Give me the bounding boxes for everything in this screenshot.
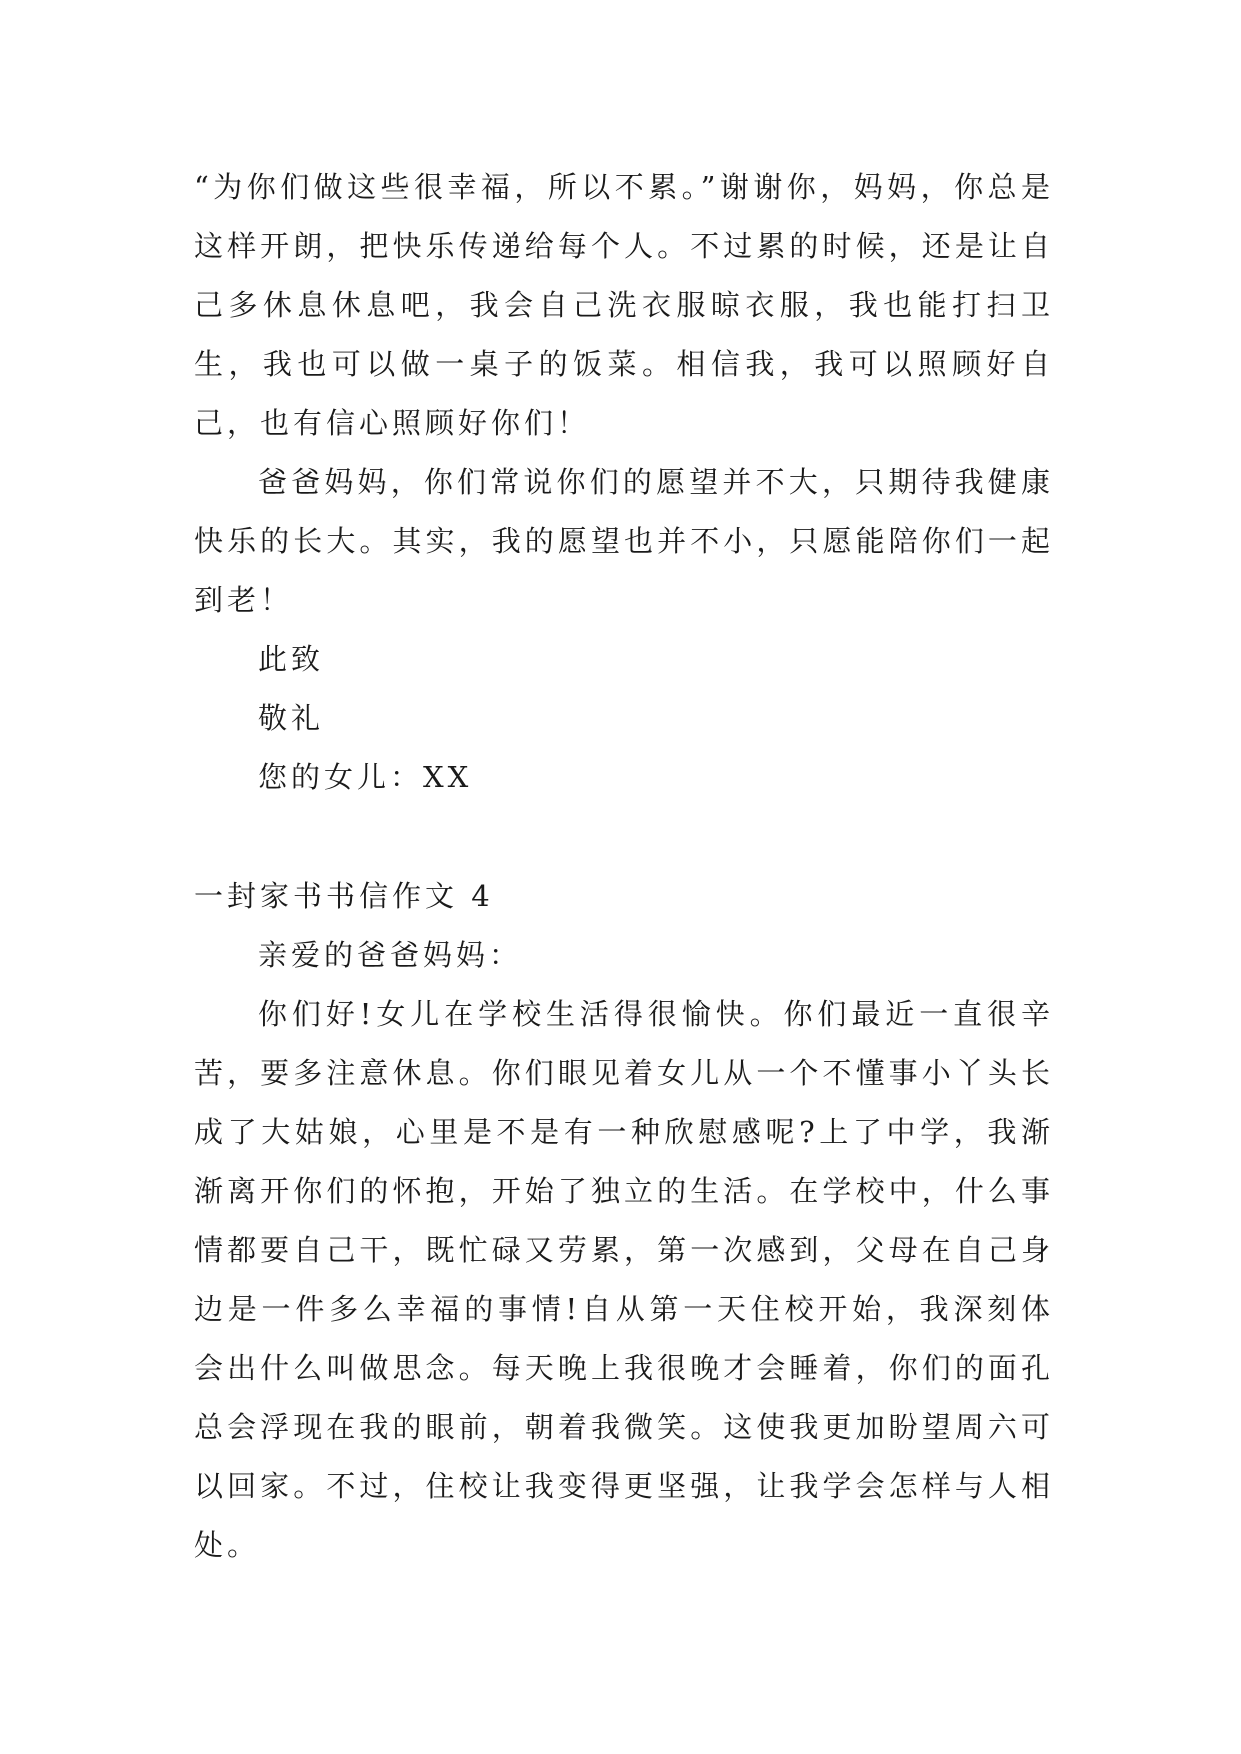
paragraph-wish: 爸爸妈妈，你们常说你们的愿望并不大，只期待我健康快乐的长大。其实，我的愿望也并不小，只愿能陪你们一起到老！ [194,465,1054,617]
signature: 您的女儿：XX [258,760,473,794]
section-title: 一封家书书信作文 4 [194,879,494,913]
salutation-cizhi: 此致 [258,642,325,676]
closing-letter-block [194,453,1054,807]
paragraph-continuation: “为你们做这些很幸福，所以不累。”谢谢你，妈妈，你总是这样开朗，把快乐传递给每个人。不过累的时候，还是让自己多休息休息吧，我会自己洗衣服晾衣服，我也能打扫卫生，我也可以做一桌子的饭菜。相信我，我可以照顾好自己，也有信心照顾好你们！ [194,170,1054,440]
continuation-block [194,158,1054,453]
salutation-jingli: 敬礼 [258,701,325,735]
letter-body: 你们好!女儿在学校生活得很愉快。你们最近一直很辛苦，要多注意休息。你们眼见着女儿从一个不懂事小丫头长成了大姑娘，心里是不是有一种欣慰感呢?上了中学，我渐渐离开你们的怀抱，开始了独立的生活。在学校中，什么事情都要自己干，既忙碌又劳累，第一次感到，父母在自己身边是一件多么幸福的事情!自从第一天住校开始，我深刻体会出什么叫做思念。每天晚上我很晚才会睡着，你们的面孔总会浮现在我的眼前，朝着我微笑。这使我更加盼望周六可以回家。不过，住校让我变得更坚强，让我学会怎样与人相处。 [194,997,1054,1562]
section-4-block [194,867,1054,1575]
letter-greeting: 亲爱的爸爸妈妈： [258,938,523,972]
